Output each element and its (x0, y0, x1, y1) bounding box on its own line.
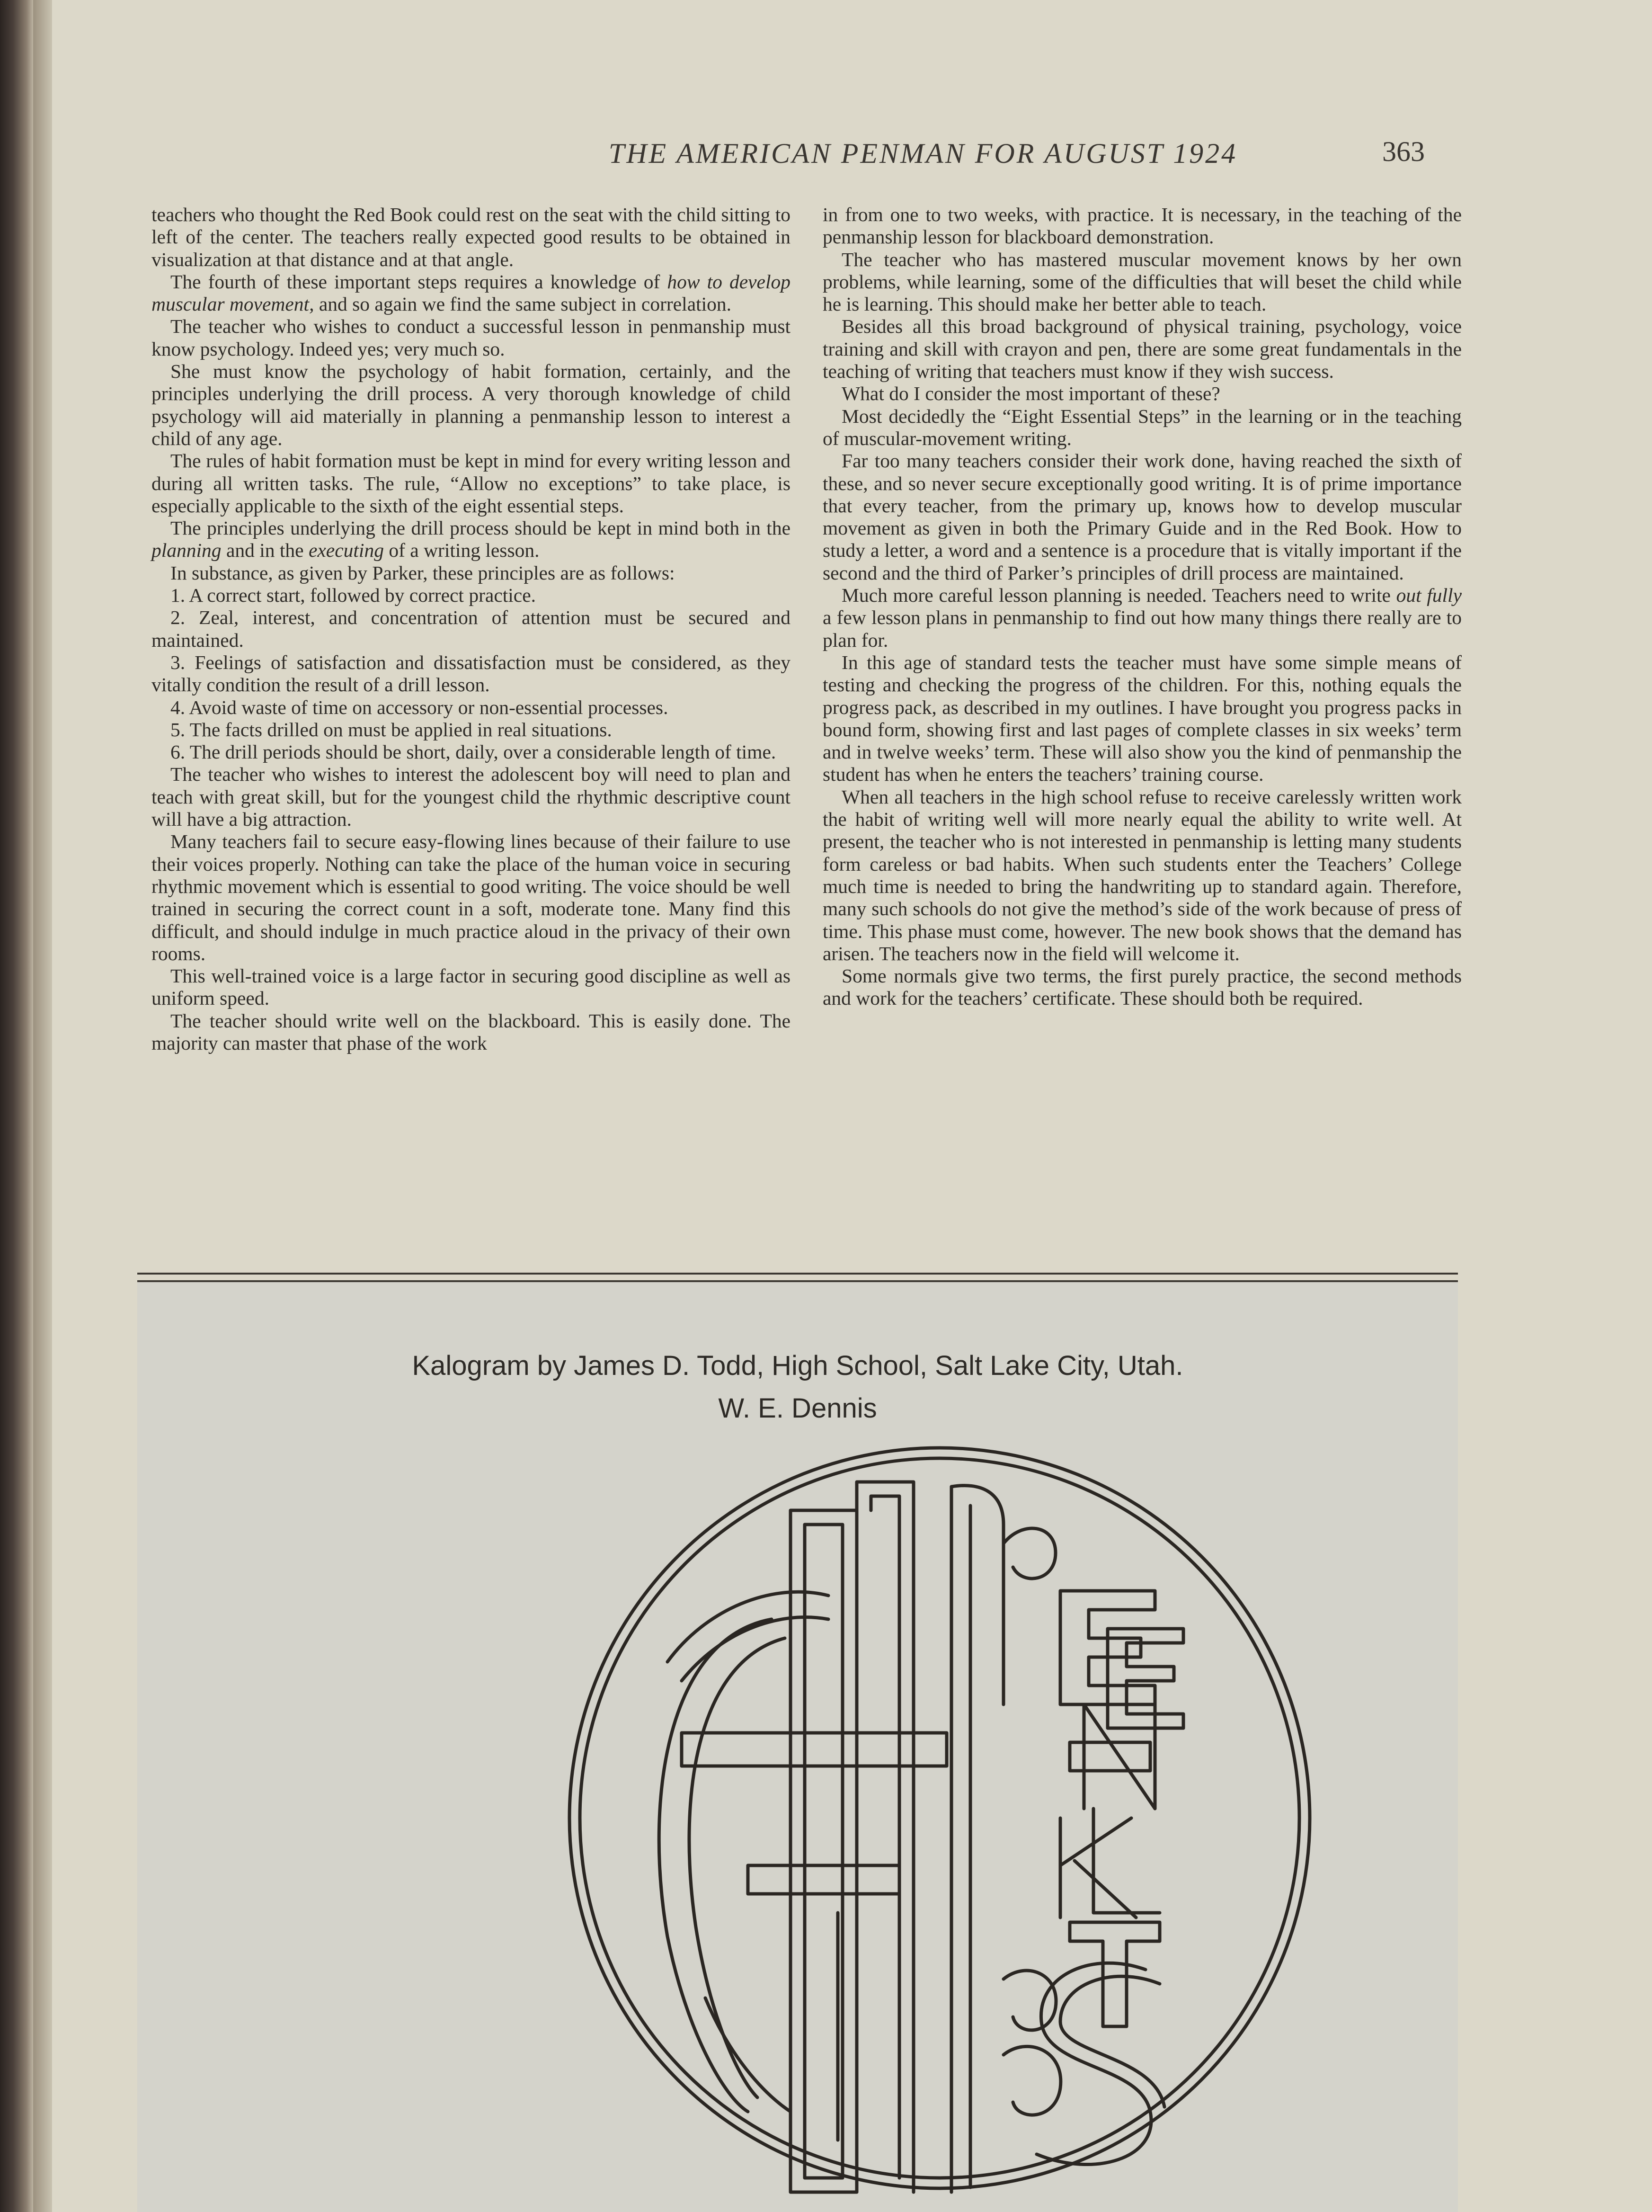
text-run: Much more careful lesson planning is needed. Teachers need to write (842, 584, 1396, 607)
emphasis-text: out fully (1396, 584, 1462, 607)
paragraph: The teacher should write well on the blackboard. This is easily done. The majority can master that phase of the work (151, 1009, 790, 1054)
text-run: and so again we find the same subject in correlation. (314, 293, 732, 315)
text-run: The fourth of these important steps requires a knowledge of (170, 270, 667, 293)
right-column (823, 204, 1462, 1010)
paragraph: In this age of standard tests the teacher must have some simple means of testing and checking the progress of the children. For this, nothing equals the progress pack, as described in my outlines. I have brought you progress packs in bound form, showing first and last pages of complete classes in six weeks’ term and in twelve weeks’ term. These will also show you the kind of penmanship the student has when he enters the teachers’ training course. (823, 651, 1462, 785)
page-number: 363 (1382, 136, 1425, 167)
running-header: THE AMERICAN PENMAN FOR AUGUST 1924 (608, 138, 1238, 169)
paragraph: Most decidedly the “Eight Essential Steps” in the learning or in the teaching of muscular-movement writing. (823, 405, 1462, 449)
paragraph: Some normals give two terms, the first purely practice, the second methods and work for the teachers’ certificate. These should both be required. (823, 965, 1462, 1009)
illustration-caption (137, 1345, 1458, 1430)
paragraph: Far too many teachers consider their work done, having reached the sixth of these, and so never secure exceptionally good writing. It is of prime importance that every teacher, from the primary up, knows how to develop muscular movement as given in both the Primary Guide and in the Red Book. How to study a letter, a word and a sentence is a procedure that is vitally important if the second and the third of Parker’s principles of drill process are maintained. (823, 450, 1462, 584)
paragraph: in from one to two weeks, with practice. It is necessary, in the teaching of the penmanship lesson for blackboard demonstration. (823, 204, 1462, 248)
paragraph: 3. Feelings of satisfaction and dissatisfaction must be considered, as they vitally condition the result of a drill lesson. (151, 651, 790, 696)
paragraph: 6. The drill periods should be short, daily, over a considerable length of time. (170, 741, 776, 763)
paragraph: Besides all this broad background of physical training, psychology, voice training and skill with crayon and pen, there are some great fundamentals in the teaching of writing that teachers must know if they wish success. (823, 315, 1462, 383)
paragraph: 1. A correct start, followed by correct practice. (170, 584, 536, 607)
text-run: a few lesson plans in penmanship to find out how many things there really are to plan for. (823, 607, 1462, 651)
paragraph: When all teachers in the high school refuse to receive carelessly written work the habit of writing well will more nearly equal the ability to write well. At present, the teacher who is not interested in penmanship is letting many students form careless or bad habits. When such students enter the Teachers’ College much time is needed to bring the handwriting up to standard again. Therefore, many such schools do not give the method’s side of the work because of press of time. This phase must come, however. The new book shows that the demand has arisen. The teachers now in the field will welcome it. (823, 785, 1462, 964)
emphasis-text: executing (308, 539, 384, 562)
paragraph: Many teachers fail to secure easy-flowing lines because of their failure to use their voices properly. Nothing can take the place of the human voice in securing rhythmic movement which is essential to good writing. The voice should be well trained in securing the correct count in a soft, moderate tone. Many find this difficult, and should indulge in much practice aloud in the privacy of their own rooms. (151, 830, 790, 964)
page-gutter (33, 0, 52, 2212)
paragraph: The teacher who has mastered muscular movement knows by her own problems, while learning, some of the difficulties that will beset the child while he is learning. This should make her better able to teach. (823, 248, 1462, 315)
caption-credit: W. E. Dennis (718, 1393, 877, 1424)
paragraph (823, 584, 1462, 651)
left-column (151, 204, 790, 1054)
paragraph: She must know the psychology of habit formation, certainly, and the principles underlying the drill process. A very thorough knowledge of child psychology will aid materially in planning a penmanship lesson to interest a child of any age. (151, 360, 790, 449)
caption-title: Kalogram by James D. Todd, High School, Salt Lake City, Utah. (412, 1350, 1183, 1381)
book-spine (0, 0, 33, 2212)
text-run: and in the (221, 539, 309, 562)
paragraph: In substance, as given by Parker, these principles are as follows: (170, 562, 675, 584)
paragraph (151, 517, 790, 562)
section-divider-top (137, 1273, 1458, 1275)
paragraph: 5. The facts drilled on must be applied in real situations. (170, 718, 612, 740)
emphasis-text: how to develop muscular movement, (151, 270, 790, 315)
paragraph: 2. Zeal, interest, and concentration of attention must be secured and maintained. (151, 607, 790, 651)
paragraph: teachers who thought the Red Book could rest on the seat with the child sitting to left of the center. The teachers really expected good results to be obtained in visualization at that distance and at that angle. (151, 204, 790, 270)
paragraph: The teacher who wishes to interest the adolescent boy will need to plan and teach with great skill, but for the youngest child the rhythmic descriptive count will have a big attraction. (151, 763, 790, 830)
paragraph: What do I consider the most important of these? (842, 383, 1220, 405)
text-run: of a writing lesson. (383, 539, 540, 562)
paragraph: The rules of habit formation must be kept in mind for every writing lesson and during all written tasks. The rule, “Allow no exceptions” to take place, is especially applicable to the sixth of the eight essential steps. (151, 450, 790, 517)
paragraph: 4. Avoid waste of time on accessory or non-essential processes. (170, 696, 668, 718)
emphasis-text: planning (151, 539, 222, 562)
paragraph: This well-trained voice is a large factor in securing good discipline as well as uniform speed. (151, 965, 790, 1009)
paragraph: The teacher who wishes to conduct a successful lesson in penmanship must know psychology. Indeed yes; very much so. (151, 315, 790, 360)
text-run: The principles underlying the drill process should be kept in mind both in the (170, 517, 790, 539)
kalogram-monogram (525, 1439, 1377, 2197)
paragraph (151, 271, 790, 316)
